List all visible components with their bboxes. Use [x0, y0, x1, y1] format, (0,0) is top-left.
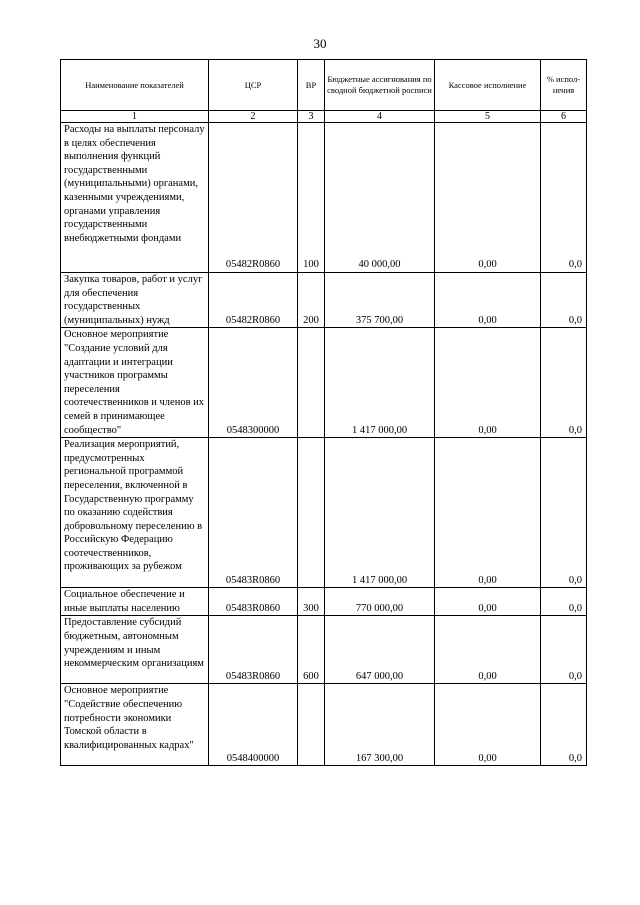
row-cash: 0,00 [435, 123, 541, 273]
row-cash: 0,00 [435, 588, 541, 616]
row-csr: 05483R0860 [209, 438, 298, 588]
header-csr: ЦСР [209, 60, 298, 111]
row-pct: 0,0 [541, 123, 587, 273]
header-row [61, 60, 587, 111]
row-budget: 1 417 000,00 [325, 328, 435, 438]
header-pct: % испол-нения [541, 60, 587, 111]
row-name: Реализация мероприятий, предусмотренных региональной программой переселения, включенной в Государственную программу по оказанию содействия добровольному переселению в Российскую Федерацию соотечественников, проживающих за рубежом [61, 438, 209, 588]
row-cash: 0,00 [435, 616, 541, 684]
row-budget: 1 417 000,00 [325, 438, 435, 588]
row-pct: 0,0 [541, 684, 587, 766]
row-budget: 770 000,00 [325, 588, 435, 616]
row-pct: 0,0 [541, 328, 587, 438]
row-csr: 05482R0860 [209, 273, 298, 328]
row-budget: 647 000,00 [325, 616, 435, 684]
page-number: 30 [313, 36, 327, 51]
row-name: Социальное обеспечение и иные выплаты населению [61, 588, 209, 616]
row-budget: 40 000,00 [325, 123, 435, 273]
table-row [61, 328, 587, 438]
header-vr: ВР [298, 60, 325, 111]
row-vr: 100 [298, 123, 325, 273]
row-csr: 05483R0860 [209, 616, 298, 684]
row-csr: 0548300000 [209, 328, 298, 438]
row-name: Закупка товаров, работ и услуг для обеспечения государственных (муниципальных) нужд [61, 273, 209, 328]
col-number: 1 [61, 111, 209, 123]
row-name: Основное мероприятие "Создание условий для адаптации и интеграции участников программы переселения соотечественников и членов их семей в принимающее сообщество" [61, 328, 209, 438]
row-name: Основное мероприятие "Содействие обеспечению потребности экономики Томской области в квалифицированных кадрах" [61, 684, 209, 766]
col-number: 2 [209, 111, 298, 123]
row-cash: 0,00 [435, 273, 541, 328]
row-vr: 200 [298, 273, 325, 328]
row-pct: 0,0 [541, 588, 587, 616]
row-vr: 600 [298, 616, 325, 684]
row-vr [298, 328, 325, 438]
row-csr: 05482R0860 [209, 123, 298, 273]
col-number: 4 [325, 111, 435, 123]
header-budget: Бюджетные ассигнования по сводной бюджетной росписи [325, 60, 435, 111]
table-row [61, 684, 587, 766]
budget-execution-table [60, 59, 587, 766]
header-name: Наименование показателей [61, 60, 209, 111]
header-cash: Кассовое исполнение [435, 60, 541, 111]
row-pct: 0,0 [541, 616, 587, 684]
table-row [61, 438, 587, 588]
row-vr [298, 438, 325, 588]
row-csr: 0548400000 [209, 684, 298, 766]
row-vr [298, 684, 325, 766]
row-name: Расходы на выплаты персоналу в целях обеспечения выполнения функций государственными (муниципальными) органами, казенными учреждениями, органами управления государственными внебюджетными фондами [61, 123, 209, 273]
col-number: 3 [298, 111, 325, 123]
table-row [61, 273, 587, 328]
row-pct: 0,0 [541, 438, 587, 588]
row-pct: 0,0 [541, 273, 587, 328]
col-number: 6 [541, 111, 587, 123]
col-number: 5 [435, 111, 541, 123]
row-cash: 0,00 [435, 328, 541, 438]
row-cash: 0,00 [435, 684, 541, 766]
row-vr: 300 [298, 588, 325, 616]
table-row [61, 123, 587, 273]
table-row [61, 588, 587, 616]
row-budget: 167 300,00 [325, 684, 435, 766]
row-budget: 375 700,00 [325, 273, 435, 328]
table-row [61, 616, 587, 684]
row-cash: 0,00 [435, 438, 541, 588]
row-csr: 05483R0860 [209, 588, 298, 616]
column-number-row [61, 111, 587, 123]
row-name: Предоставление субсидий бюджетным, автономным учреждениям и иным некоммерческим организациям [61, 616, 209, 684]
